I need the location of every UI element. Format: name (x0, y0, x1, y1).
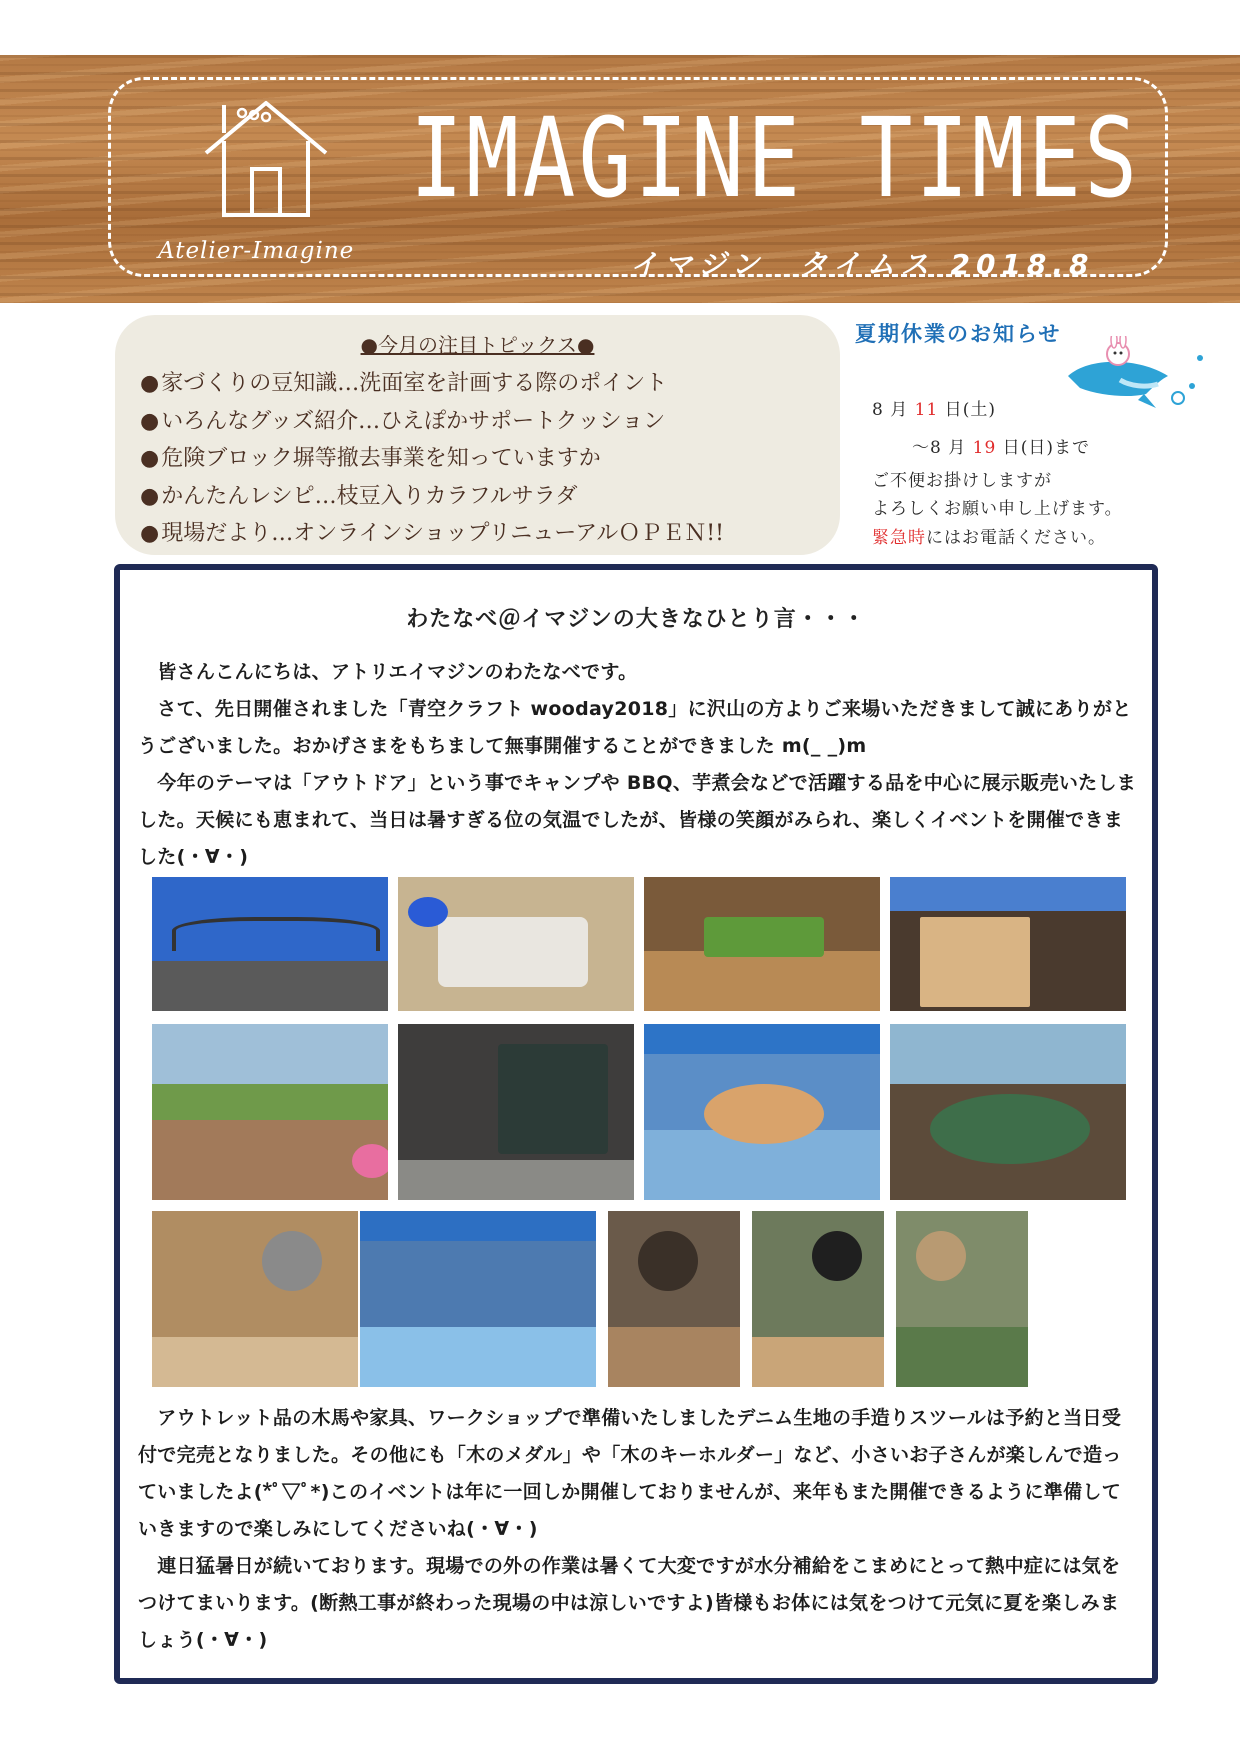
holiday-title: 夏期休業のお知らせ (855, 322, 1062, 346)
event-photo-keyholder (752, 1211, 884, 1387)
article-paragraph: さて、先日開催されました「青空クラフト wooday2018」に沢山の方よりご来場いただきまして誠にありがとうございました。おかげさまをもちまして無事開催することができました m(_ _)m (138, 698, 1132, 757)
event-photo-tent-crowd (644, 1024, 880, 1200)
event-photo-playground (152, 1024, 388, 1200)
topic-item: ● かんたんレシピ…枝豆入りカラフルサラダ (140, 478, 724, 516)
event-photo-child-medal (608, 1211, 740, 1387)
topic-item: ● 家づくりの豆知識…洗面室を計画する際のポイント (140, 365, 724, 403)
topics-list (140, 365, 724, 553)
atelier-logo-text: Atelier-Imagine (158, 238, 355, 264)
article-box (114, 564, 1158, 1684)
house-logo-icon (196, 93, 336, 223)
article-paragraph: 連日猛暑日が続いております。現場での外の作業は暑くて大変ですが水分補給をこまめにとって熱中症には気をつけてまいります。(断熱工事が終わった現場の中は涼しいですよ)皆様もお体には気をつけて元気に夏を楽しみましょう(・∀・) (138, 1555, 1121, 1651)
event-photo-tent-area (360, 1211, 596, 1387)
event-photo-wood-stools (644, 877, 880, 1011)
event-photo-wood-panels (890, 877, 1126, 1011)
event-photo-bead-craft (896, 1211, 1028, 1387)
masthead-banner (0, 55, 1240, 303)
article-paragraph: 皆さんこんにちは、アトリエイマジンのわたなべです。 (138, 661, 638, 683)
event-photo-workshop-table (890, 1024, 1126, 1200)
article-paragraph: アウトレット品の木馬や家具、ワークショップで準備いたしましたデニム生地の手造りスツールは予約と当日受付で完売となりました。その他にも「木のメダル」や「木のキーホルダー」など、小さいお子さんが楽しんで造っていましたよ(*ﾟ▽ﾟ*)このイベントは年に一回しか開催しておりませんが、来年もまた開催できるように準備していきますので楽しみにしてくださいね(・∀・) (138, 1407, 1122, 1540)
holiday-note-3: 緊急時にはお電話ください。 (872, 528, 1106, 548)
event-photo-goods (398, 877, 634, 1011)
event-photo-chalkboard (398, 1024, 634, 1200)
masthead-title: IMAGINE TIMES (410, 94, 1141, 222)
topics-box (115, 315, 840, 555)
holiday-start-date: 8 月 11 日(土) (872, 400, 996, 420)
holiday-note-2: よろしくお願い申し上げます。 (872, 499, 1123, 519)
article-paragraph: 今年のテーマは「アウトドア」という事でキャンプや BBQ、芋煮会などで活躍する品を中心に展示販売いたしました。天候にも恵まれて、当日は暑すぎる位の気温でしたが、皆様の笑顔がみられ、楽しくイベントを開催できました(・∀・) (138, 772, 1137, 868)
event-photo-kids-crafting (152, 1211, 358, 1387)
holiday-end-date: ～8 月 19 日(日)まで (912, 438, 1090, 458)
article-title: わたなべ＠イマジンの大きなひとり言・・・ (406, 607, 866, 632)
holiday-note-1: ご不便お掛けしますが (872, 471, 1052, 491)
topic-item: ● 現場だより…オンラインショップリニューアルＯＰＥＮ!! (140, 515, 724, 553)
event-photo-entrance (152, 877, 388, 1011)
topic-item: ● いろんなグッズ紹介…ひえぽかサポートクッション (140, 403, 724, 441)
masthead-subtitle: イマジン タイムス 2018.8 (630, 248, 1095, 281)
topics-heading: ●今月の注目トピックス● (360, 333, 595, 357)
topic-item: ● 危険ブロック塀等撤去事業を知っていますか (140, 440, 724, 478)
dolphin-rabbit-icon (1060, 336, 1210, 416)
